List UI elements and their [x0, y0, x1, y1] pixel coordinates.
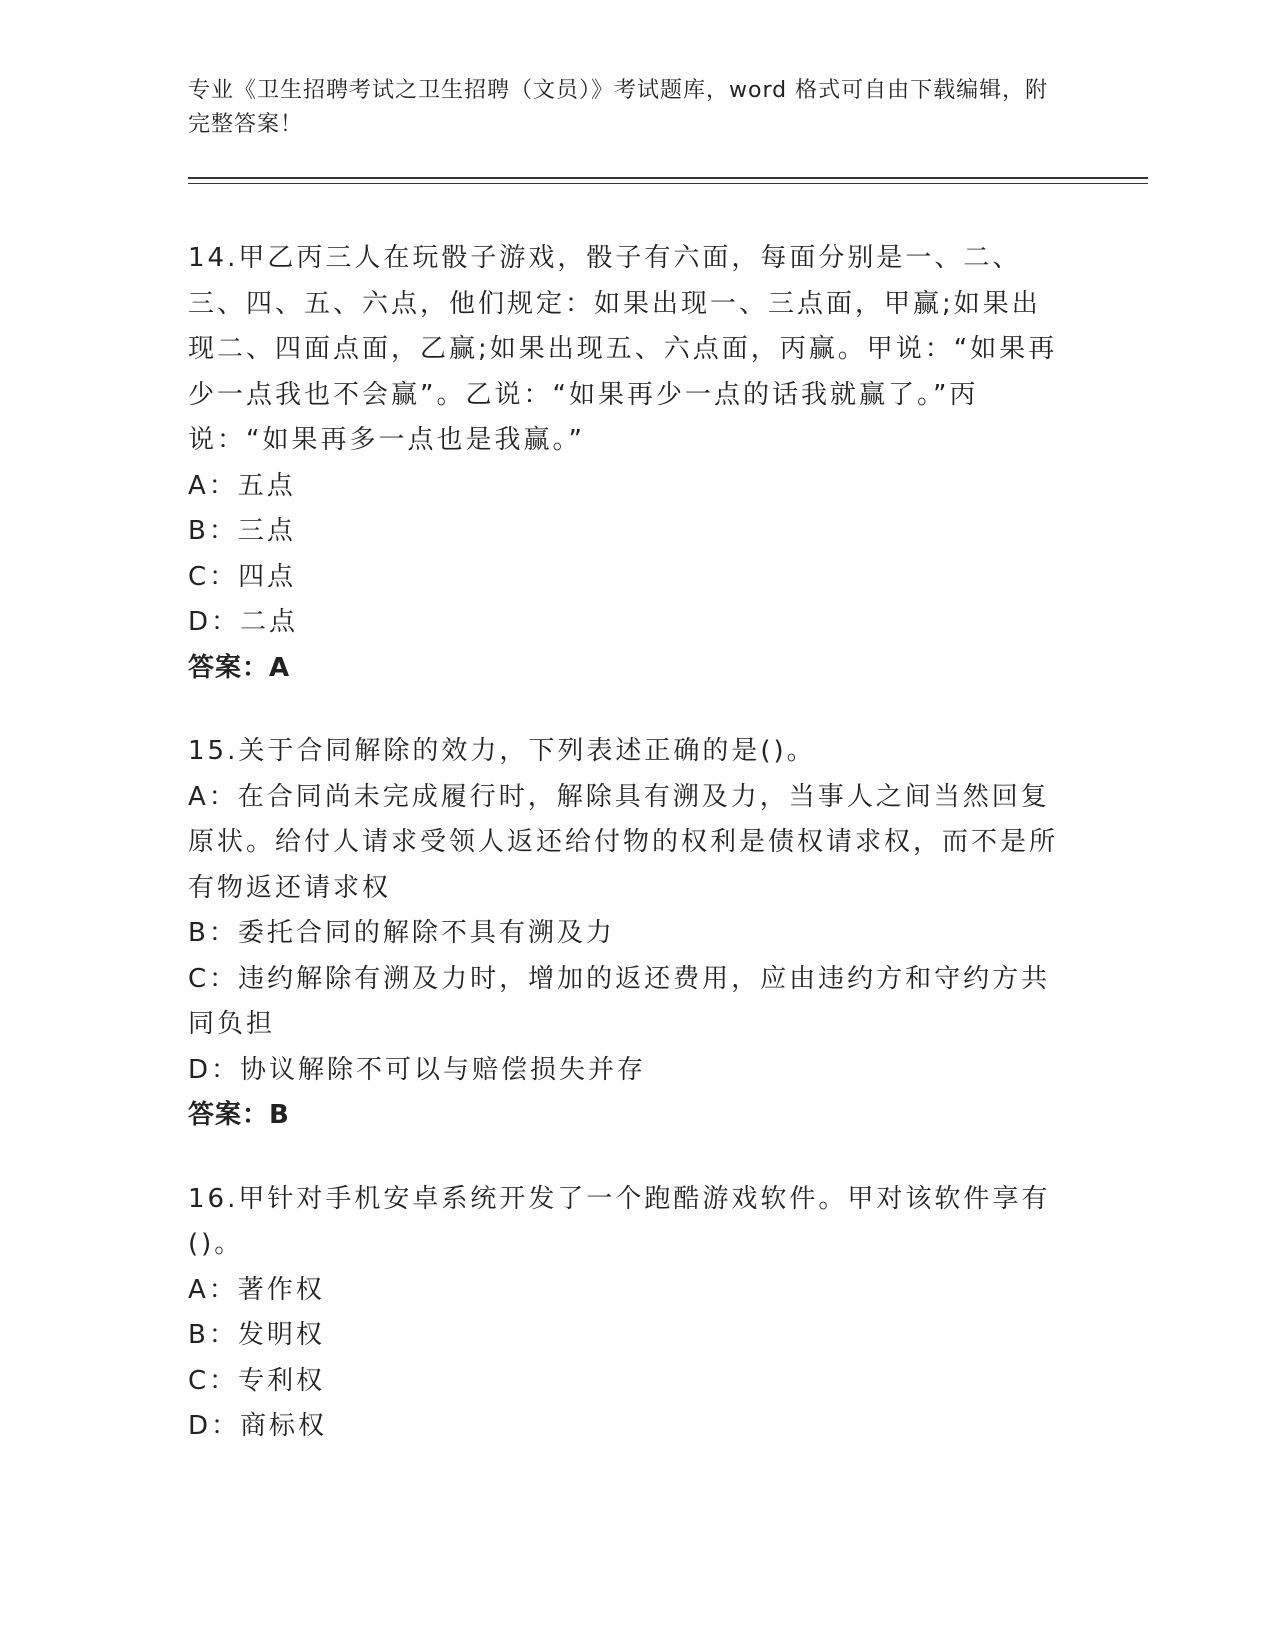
- option-b: B：发明权: [188, 1320, 325, 1350]
- option-d: D：二点: [188, 607, 299, 637]
- option-a: A：五点: [188, 470, 296, 501]
- question-stem: 16.甲针对手机安卓系统开发了一个跑酷游戏软件。甲对该软件享有()。: [188, 1183, 1051, 1259]
- option-c: C：违约解除有溯及力时，增加的返还费用，应由违约方和守约方共同负担: [188, 963, 1051, 1039]
- option-a: A：著作权: [188, 1274, 325, 1305]
- option-d: D：协议解除不可以与赔偿损失并存: [188, 1054, 647, 1085]
- option-b: B：委托合同的解除不具有溯及力: [188, 918, 615, 948]
- option-d: D：商标权: [188, 1411, 328, 1441]
- option-c: C：专利权: [188, 1365, 326, 1396]
- question-list: [188, 236, 1068, 1488]
- question-16: [188, 1177, 1068, 1450]
- answer-line: 答案：B: [188, 1100, 290, 1130]
- option-c: C：四点: [188, 561, 297, 592]
- document-header: 专业《卫生招聘考试之卫生招聘（文员）》考试题库，word 格式可自由下载编辑，附完整答案！: [188, 78, 1049, 137]
- question-stem: 15.关于合同解除的效力，下列表述正确的是()。: [188, 736, 816, 766]
- question-14: [188, 236, 1068, 691]
- question-stem: 14.甲乙丙三人在玩骰子游戏，骰子有六面，每面分别是一、二、三、四、五、六点，他们规定：如果出现一、三点面，甲赢;如果出现二、四面点面，乙赢;如果出现五、六点面，丙赢。甲说：“如果再少一点我也不会赢”。乙说：“如果再少一点的话我就赢了。”丙说：“如果再多一点也是我赢。”: [188, 243, 1058, 455]
- header-divider-thin: [188, 183, 1148, 184]
- option-a: A：在合同尚未完成履行时，解除具有溯及力，当事人之间当然回复原状。给付人请求受领人返还给付物的权利是债权请求权，而不是所有物返还请求权: [188, 781, 1059, 903]
- answer-line: 答案：A: [188, 652, 291, 683]
- option-b: B：三点: [188, 516, 296, 546]
- header-divider-thick: [188, 177, 1148, 179]
- question-15: [188, 729, 1068, 1139]
